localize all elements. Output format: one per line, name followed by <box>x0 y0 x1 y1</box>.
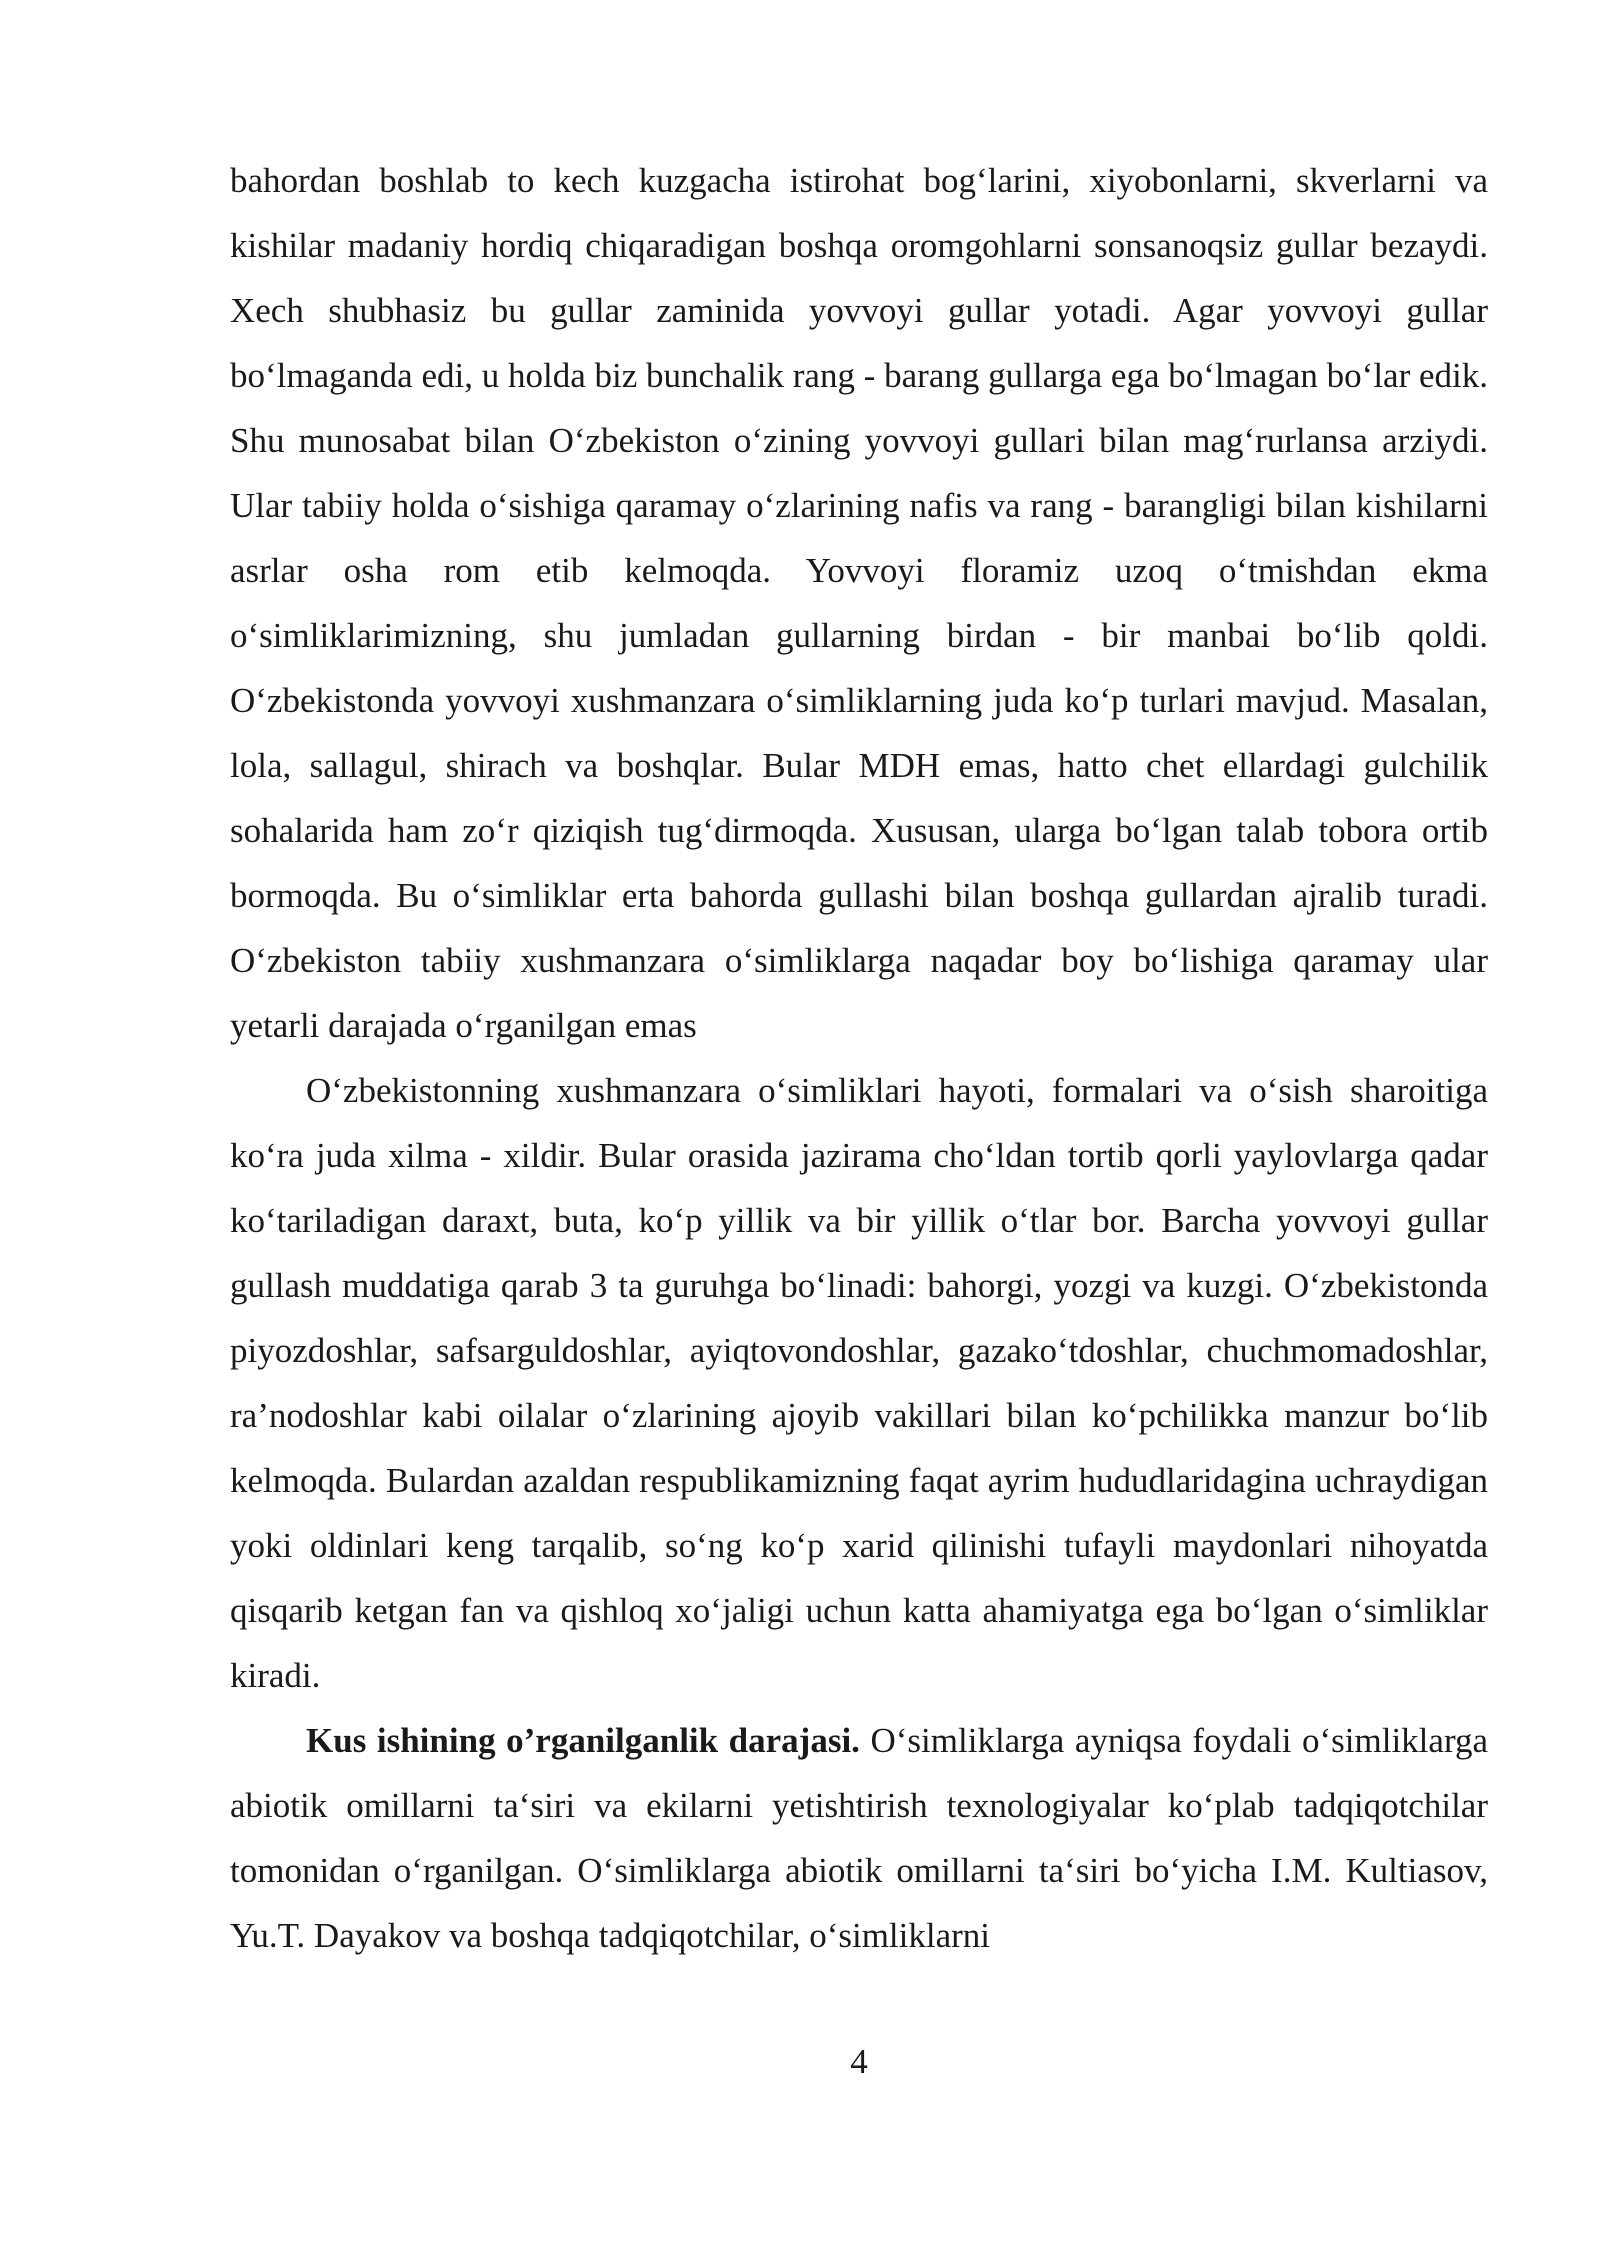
paragraph-2-text: O‘zbekistonning xushmanzara o‘simliklari hayoti, formalari va o‘sish sharoitiga ko‘ra juda xilma - xildir. Bular orasida jazirama cho‘ldan tortib qorli yaylovlarga qadar ko‘tariladigan daraxt, buta, ko‘p yillik va bir yillik o‘tlar bor. Barcha yovvoyi gullar gullash muddatiga qarab 3 ta guruhga bo‘linadi: bahorgi, yozgi va kuzgi. O‘zbekistonda piyozdoshlar, safsarguldoshlar, ayiqtovondoshlar, gazako‘tdoshlar, chuchmomadoshlar, ra’nodoshlar kabi oilalar o‘zlarining ajoyib vakillari bilan ko‘pchilikka manzur bo‘lib kelmoqda. Bulardan azaldan respublikamizning faqat ayrim hududlaridagina uchraydigan yoki oldinlari keng tarqalib, so‘ng ko‘p xarid qilinishi tufayli maydonlari nihoyatda qisqarib ketgan fan va qishloq xo‘jaligi uchun katta ahamiyatga ega bo‘lgan o‘simliklar kiradi. <box>230 1071 1488 1695</box>
page-number: 4 <box>850 2042 868 2081</box>
paragraph-1-text: bahordan boshlab to kech kuzgacha istirohat bog‘larini, xiyobonlarni, skverlarni va kishilar madaniy hordiq chiqaradigan boshqa oromgohlarni sonsanoqsiz gullar bezaydi. Xech shubhasiz bu gullar zaminida yovvoyi gullar yotadi. Agar yovvoyi gullar bo‘lmaganda edi, u holda biz bunchalik rang - barang gullarga ega bo‘lmagan bo‘lar edik. Shu munosabat bilan O‘zbekiston o‘zining yovvoyi gullari bilan mag‘rurlansa arziydi. Ular tabiiy holda o‘sishiga qaramay o‘zlarining nafis va rang - barangligi bilan kishilarni asrlar osha rom etib kelmoqda. Yovvoyi floramiz uzoq o‘tmishdan ekma o‘simliklarimizning, shu jumladan gullarning birdan - bir manbai bo‘lib qoldi. O‘zbekistonda yovvoyi xushmanzara o‘simliklarning juda ko‘p turlari mavjud. Masalan, lola, sallagul, shirach va boshqlar. Bular MDH emas, hatto chet ellardagi gulchilik sohalarida ham zo‘r qiziqish tug‘dirmoqda. Xususan, ularga bo‘lgan talab tobora ortib bormoqda. Bu o‘simliklar erta bahorda gullashi bilan boshqa gullardan ajralib turadi. O‘zbekiston tabiiy xushmanzara o‘simliklarga naqadar boy bo‘lishiga qaramay ular yetarli darajada o‘rganilgan emas <box>230 161 1488 1045</box>
paragraph-2 <box>230 1058 1488 1708</box>
paragraph-1 <box>230 148 1488 1058</box>
section-heading: Kus ishining o’rganilganlik darajasi. <box>306 1721 860 1760</box>
body-text <box>230 148 1488 1968</box>
paragraph-3-text: O‘simliklarga ayniqsa foydali o‘simliklarga abiotik omillarni ta‘siri va ekilarni yetishtirish texnologiyalar ko‘plab tadqiqotchilar tomonidan o‘rganilgan. O‘simliklarga abiotik omillarni ta‘siri bo‘yicha I.M. Kultiasov, Yu.T. Dayakov va boshqa tadqiqotchilar, o‘simliklarni <box>230 1721 1489 1955</box>
paragraph-3 <box>230 1708 1488 1968</box>
